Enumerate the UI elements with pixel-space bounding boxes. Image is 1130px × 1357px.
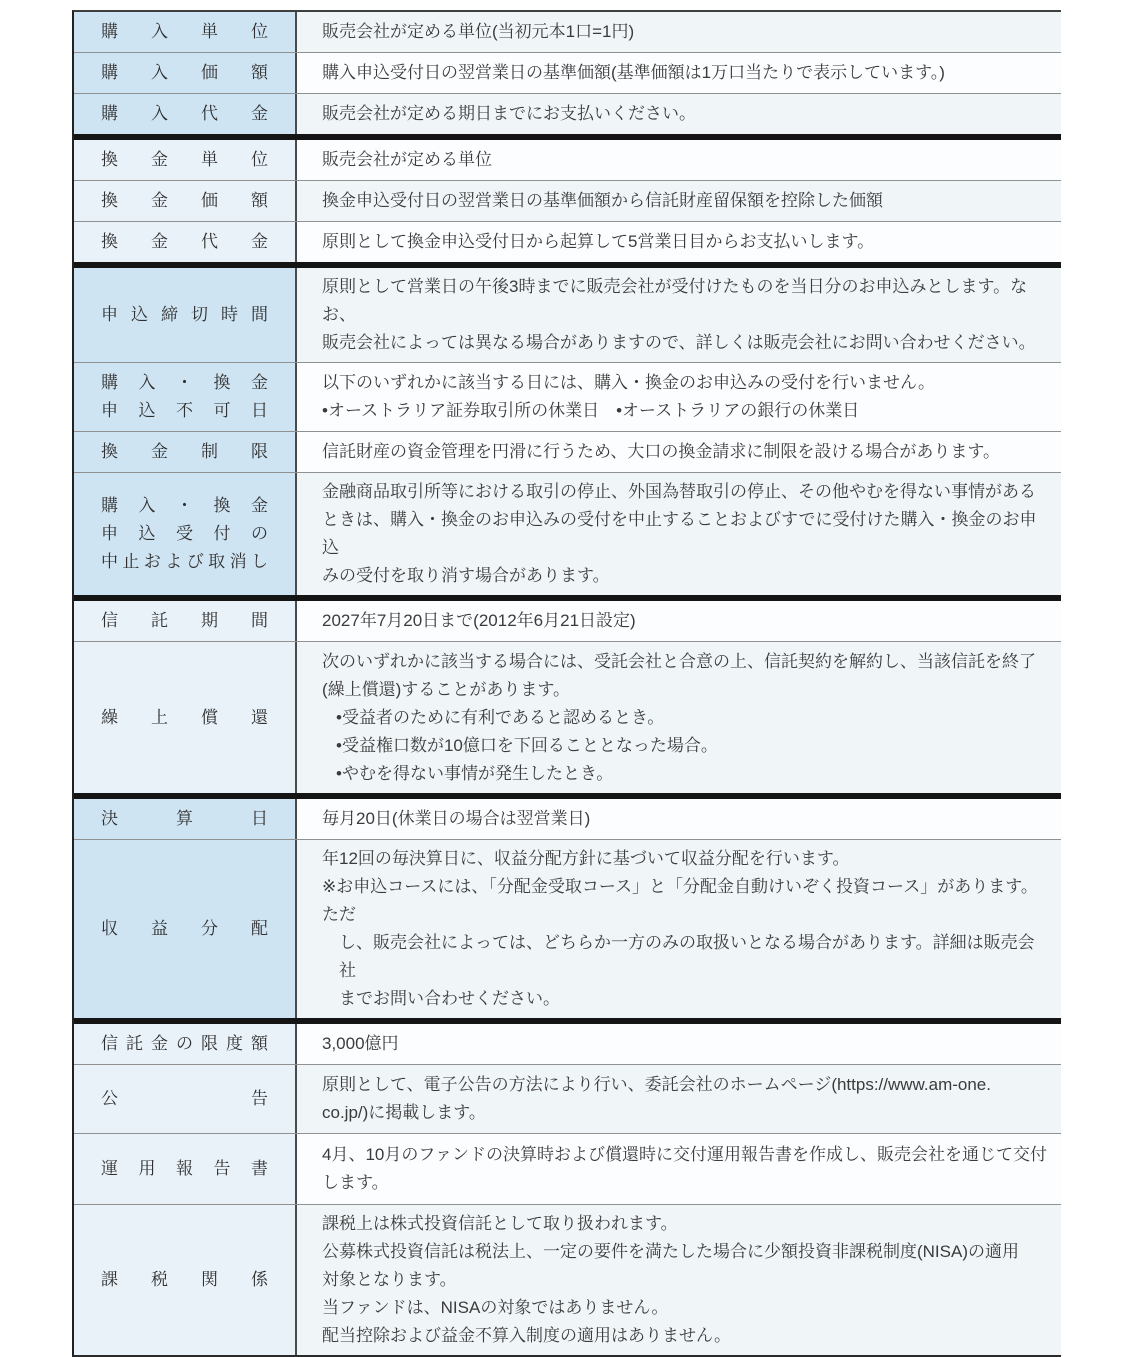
row-label: 購入単位 — [74, 12, 297, 52]
row-content: 課税上は株式投資信託として取り扱われます。 公募株式投資信託は税法上、一定の要件を満たした場合に少額投資非課税制度(NISA)の適用 対象となります。 当ファンドは、NISAの対象ではありません。 配当控除および益金不算入制度の適用はありません。 — [297, 1205, 1061, 1355]
row-label: 換金単位 — [74, 140, 297, 180]
row-redemption-restriction — [74, 431, 1061, 472]
row-redemption-price — [74, 180, 1061, 221]
row-label: 購入・換金 申込不可日 — [74, 363, 297, 431]
row-label: 購入・換金 申込受付の 中止および取消し — [74, 473, 297, 595]
row-label: 換金代金 — [74, 222, 297, 262]
fund-terms-table — [72, 10, 1061, 1357]
row-content: 毎月20日(休業日の場合は翌営業日) — [297, 799, 1061, 839]
row-label: 収益分配 — [74, 840, 297, 1018]
row-purchase-price — [74, 52, 1061, 93]
row-content: 次のいずれかに該当する場合には、受託会社と合意の上、信託契約を解約し、当該信託を終了 (繰上償還)することがあります。 •受益者のために有利であると認めるとき。 •受益権口数が10億口を下回ることとなった場合。 •やむを得ない事情が発生したとき。 — [297, 642, 1061, 793]
row-early-redemption — [74, 641, 1061, 793]
row-management-report — [74, 1133, 1061, 1204]
row-income-distribution — [74, 839, 1061, 1018]
row-content: 4月、10月のファンドの決算時および償還時に交付運用報告書を作成し、販売会社を通じて交付 します。 — [297, 1134, 1061, 1204]
row-content: 信託財産の資金管理を円滑に行うため、大口の換金請求に制限を設ける場合があります。 — [297, 432, 1061, 472]
row-label: 換金制限 — [74, 432, 297, 472]
row-label: 決算日 — [74, 799, 297, 839]
row-content: 原則として営業日の午後3時までに販売会社が受付けたものを当日分のお申込みとします。なお、 販売会社によっては異なる場合がありますので、詳しくは販売会社にお問い合わせください。 — [297, 268, 1061, 362]
row-label: 申込締切時間 — [74, 268, 297, 362]
row-label: 購入代金 — [74, 94, 297, 134]
row-content: 以下のいずれかに該当する日には、購入・換金のお申込みの受付を行いません。 •オーストラリア証券取引所の休業日 •オーストラリアの銀行の休業日 — [297, 363, 1061, 431]
row-redemption-payment — [74, 221, 1061, 262]
row-content: 2027年7月20日まで(2012年6月21日設定) — [297, 601, 1061, 641]
row-purchase-payment — [74, 93, 1061, 134]
row-trust-limit — [74, 1024, 1061, 1064]
row-label: 運用報告書 — [74, 1134, 297, 1204]
row-content: 換金申込受付日の翌営業日の基準価額から信託財産留保額を控除した価額 — [297, 181, 1061, 221]
row-application-suspension — [74, 472, 1061, 595]
row-content: 販売会社が定める期日までにお支払いください。 — [297, 94, 1061, 134]
row-no-application-days — [74, 362, 1061, 431]
row-label: 公告 — [74, 1065, 297, 1133]
row-label: 信託金の限度額 — [74, 1024, 297, 1064]
row-content: 購入申込受付日の翌営業日の基準価額(基準価額は1万口当たりで表示しています。) — [297, 53, 1061, 93]
row-label: 課税関係 — [74, 1205, 297, 1355]
row-application-deadline — [74, 268, 1061, 362]
row-label: 繰上償還 — [74, 642, 297, 793]
row-content: 3,000億円 — [297, 1024, 1061, 1064]
row-redemption-unit — [74, 140, 1061, 180]
row-content: 原則として、電子公告の方法により行い、委託会社のホームページ(https://www.am-one. co.jp/)に掲載します。 — [297, 1065, 1061, 1133]
row-public-notice — [74, 1064, 1061, 1133]
row-label: 信託期間 — [74, 601, 297, 641]
row-trust-period — [74, 601, 1061, 641]
row-label: 購入価額 — [74, 53, 297, 93]
row-content: 金融商品取引所等における取引の停止、外国為替取引の停止、その他やむを得ない事情がある ときは、購入・換金のお申込みの受付を中止することおよびすでに受付けた購入・換金のお申込 みの受付を取り消す場合があります。 — [297, 473, 1061, 595]
row-content: 販売会社が定める単位 — [297, 140, 1061, 180]
row-content: 販売会社が定める単位(当初元本1口=1円) — [297, 12, 1061, 52]
row-purchase-unit — [74, 12, 1061, 52]
row-content: 原則として換金申込受付日から起算して5営業日目からお支払いします。 — [297, 222, 1061, 262]
row-taxation — [74, 1204, 1061, 1355]
row-label: 換金価額 — [74, 181, 297, 221]
row-content: 年12回の毎決算日に、収益分配方針に基づいて収益分配を行います。 ※お申込コースには、「分配金受取コース」と「分配金自動けいぞく投資コース」があります。ただ し、販売会社によっては、どちらか一方のみの取扱いとなる場合があります。詳細は販売会社 までお問い合わせください。 — [297, 840, 1061, 1018]
row-settlement-date — [74, 799, 1061, 839]
